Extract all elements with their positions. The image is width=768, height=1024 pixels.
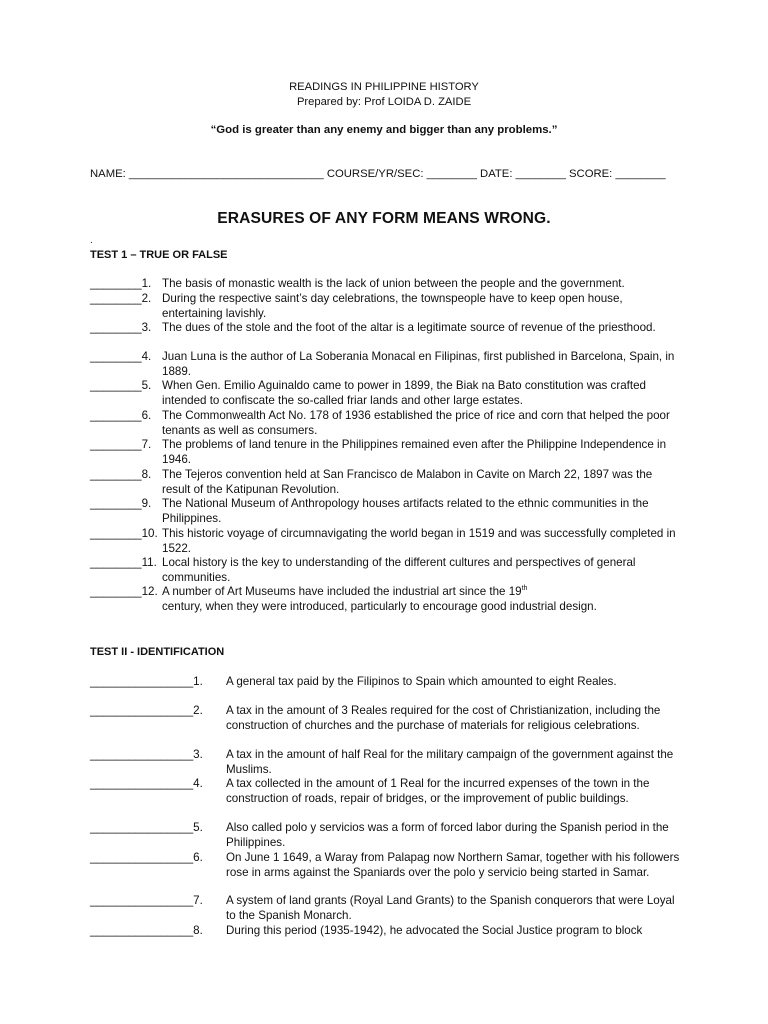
question-text: The problems of land tenure in the Philippines remained even after the Philippine Independence in 1946. <box>162 438 667 466</box>
answer-blank: ________________1. <box>90 675 203 688</box>
tf-item-6 <box>90 409 690 438</box>
tf-item-4 <box>90 350 690 379</box>
answer-blank: ________6. <box>90 409 152 422</box>
answer-blank: ________5. <box>90 379 152 392</box>
test1-title: TEST 1 – TRUE OR FALSE <box>90 249 228 261</box>
question-text: Local history is the key to understanding of the different cultures and perspectives of general communities. <box>162 556 636 584</box>
answer-blank: ________________7. <box>90 894 203 907</box>
course-title: READINGS IN PHILIPPINE HISTORY <box>289 81 479 93</box>
answer-blank: ________11. <box>90 556 157 569</box>
question-text: A tax in the amount of 3 Reales required for the cost of Christianization, including the construction of churches and the purchase of materials for religious celebrations. <box>226 704 661 732</box>
question-text: The Tejeros convention held at San Francisco de Malabon in Cavite on March 22, 1897 was the result of the Katipunan Revolution. <box>162 468 653 496</box>
answer-blank: ________7. <box>90 438 152 451</box>
answer-blank: ________________6. <box>90 851 203 864</box>
answer-blank: ________10. <box>90 527 158 540</box>
answer-blank: ________1. <box>90 277 152 290</box>
answer-blank: ________8. <box>90 468 152 481</box>
id-item-3 <box>90 748 690 777</box>
stray-dot: . <box>90 235 93 246</box>
tf-item-1 <box>90 277 690 292</box>
question-text: The Commonwealth Act No. 178 of 1936 established the price of rice and corn that helped the poor tenants as well as consumers. <box>162 409 670 437</box>
id-item-8 <box>90 924 690 939</box>
answer-blank: ________________2. <box>90 704 203 717</box>
superscript-th: th <box>521 585 528 593</box>
answer-blank: ________________8. <box>90 924 203 937</box>
tf-item-8 <box>90 468 690 497</box>
answer-blank: ________________3. <box>90 748 203 761</box>
question-text: During this period (1935-1942), he advocated the Social Justice program to block <box>226 924 643 937</box>
id-item-2 <box>90 704 690 733</box>
question-text: A number of Art Museums have included the industrial art since the 19th century, when they were introduced, particularly to encourage good industrial design. <box>162 585 597 613</box>
tf-item-3 <box>90 321 690 336</box>
tf-item-11 <box>90 556 690 585</box>
tf-item-12 <box>90 585 690 614</box>
test2-title: TEST II - IDENTIFICATION <box>90 646 225 658</box>
question-text: During the respective saint’s day celebrations, the townspeople have to keep open house, entertaining lavishly. <box>162 292 623 320</box>
question-text: The National Museum of Anthropology houses artifacts related to the ethnic communities in the Philippines. <box>162 497 649 525</box>
erasure-warning: ERASURES OF ANY FORM MEANS WRONG. <box>217 210 551 227</box>
question-text: Juan Luna is the author of La Soberania Monacal en Filipinas, first published in Barcelona, Spain, in 1889. <box>162 350 675 378</box>
id-item-7 <box>90 894 690 923</box>
id-item-6 <box>90 851 690 880</box>
answer-blank: ________4. <box>90 350 152 363</box>
question-text: On June 1 1649, a Waray from Palapag now Northern Samar, together with his followers rose in arms against the Spaniards over the polo y servicio being started in Samar. <box>226 851 680 879</box>
prepared-by: Prepared by: Prof LOIDA D. ZAIDE <box>296 96 472 108</box>
question-text: The basis of monastic wealth is the lack of union between the people and the government. <box>162 277 625 290</box>
answer-blank: ________________5. <box>90 821 203 834</box>
id-item-5 <box>90 821 690 850</box>
answer-blank: ________2. <box>90 292 152 305</box>
question-text: A tax collected in the amount of 1 Real for the incurred expenses of the town in the construction of roads, repair of bridges, or the improvement of public buildings. <box>226 777 650 805</box>
question-text: When Gen. Emilio Aguinaldo came to power in 1899, the Biak na Bato constitution was crafted intended to confiscate the so-called friar lands and other large estates. <box>162 379 646 407</box>
motto-quote: “God is greater than any enemy and bigger than any problems.” <box>210 124 558 136</box>
answer-blank: ________12. <box>90 585 158 598</box>
tf-item-5 <box>90 379 690 408</box>
tf-item-7 <box>90 438 690 467</box>
question-text: This historic voyage of circumnavigating the world began in 1519 and was successfully completed in 1522. <box>162 527 676 555</box>
question-text: Also called polo y servicios was a form of forced labor during the Spanish period in the Philippines. <box>226 821 669 849</box>
question-text: A general tax paid by the Filipinos to Spain which amounted to eight Reales. <box>226 675 617 688</box>
answer-blank: ________________4. <box>90 777 203 790</box>
answer-blank: ________3. <box>90 321 152 334</box>
id-item-1 <box>90 675 690 690</box>
tf-item-9 <box>90 497 690 526</box>
question-text: A system of land grants (Royal Land Grants) to the Spanish conquerors that were Loyal to the Spanish Monarch. <box>226 894 675 922</box>
question-text: A tax in the amount of half Real for the military campaign of the government against the Muslims. <box>226 748 674 776</box>
tf-item-2 <box>90 292 690 321</box>
student-info-line: NAME: _______________________________ COURSE/YR/SEC: ________ DATE: ________ SCORE: ________ <box>90 168 666 180</box>
answer-blank: ________9. <box>90 497 152 510</box>
tf-item-10 <box>90 527 690 556</box>
id-item-4 <box>90 777 690 806</box>
question-text: The dues of the stole and the foot of the altar is a legitimate source of revenue of the priesthood. <box>162 321 656 334</box>
